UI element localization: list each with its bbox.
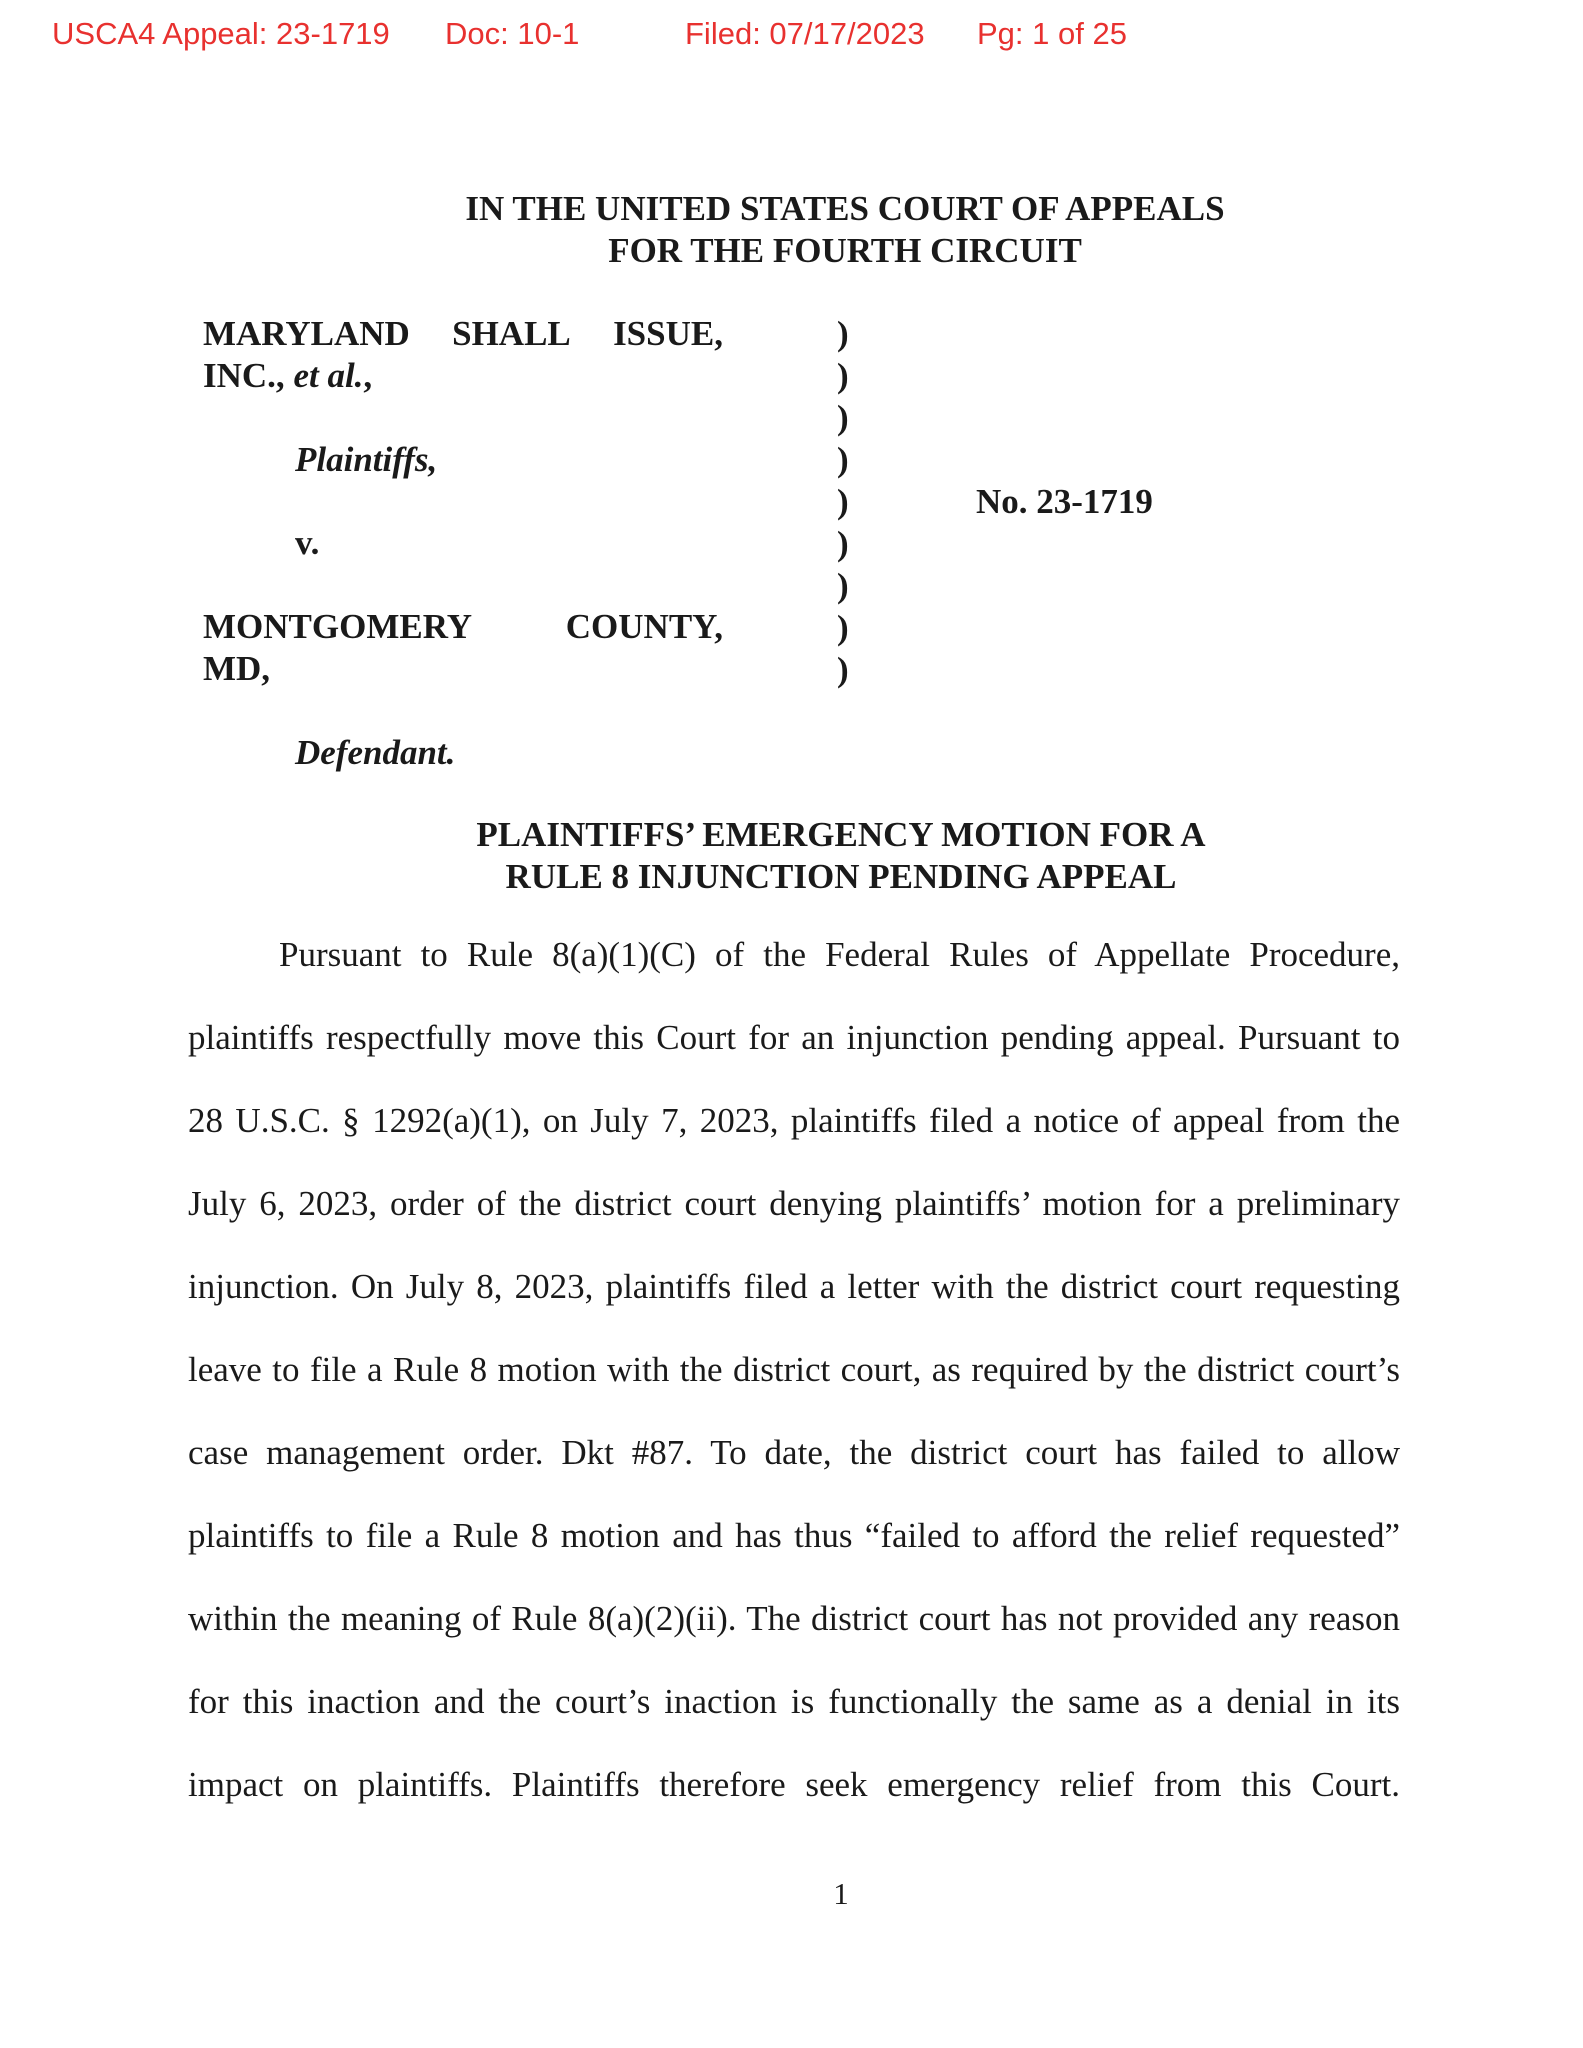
caption-divider-parenthesis: ) — [837, 314, 849, 353]
motion-title-line-2: RULE 8 INJUNCTION PENDING APPEAL — [505, 857, 1177, 896]
plaintiff-name-word: SHALL — [452, 314, 571, 353]
page-number: 1 — [833, 1876, 849, 1911]
filing-stamp-appeal-number: USCA4 Appeal: 23-1719 — [52, 16, 390, 51]
body-text-line: injunction. On July 8, 2023, plaintiffs filed a letter with the district court requesting — [188, 1267, 1400, 1306]
body-text-line: case management order. Dkt #87. To date, the district court has failed to allow — [188, 1433, 1400, 1472]
caption-divider-parenthesis: ) — [837, 650, 849, 689]
body-text-line: 28 U.S.C. § 1292(a)(1), on July 7, 2023, plaintiffs filed a notice of appeal from the — [188, 1101, 1400, 1140]
defendant-name-word: MONTGOMERY — [203, 607, 473, 646]
plaintiffs-role-label: Plaintiffs, — [295, 440, 438, 479]
plaintiff-corporate-suffix: INC., — [203, 356, 294, 395]
versus-label: v. — [295, 523, 320, 562]
defendant-role-label: Defendant. — [295, 733, 456, 772]
court-heading-line-2: FOR THE FOURTH CIRCUIT — [608, 231, 1082, 270]
filing-stamp-document-number: Doc: 10-1 — [445, 16, 580, 51]
body-text-line: for this inaction and the court’s inaction is functionally the same as a denial in its — [188, 1682, 1400, 1721]
filing-stamp-filed-date: Filed: 07/17/2023 — [685, 16, 925, 51]
plaintiff-name-line-2 — [203, 355, 372, 397]
body-text-line: leave to file a Rule 8 motion with the district court, as required by the district court’s — [188, 1350, 1400, 1389]
plaintiff-name-word: ISSUE, — [613, 314, 723, 353]
body-text-line: impact on plaintiffs. Plaintiffs therefore seek emergency relief from this Court. — [188, 1765, 1400, 1804]
caption-divider-parenthesis: ) — [837, 608, 849, 647]
caption-divider-parenthesis: ) — [837, 398, 849, 437]
filing-stamp-page-count: Pg: 1 of 25 — [977, 16, 1127, 51]
caption-divider-parenthesis: ) — [837, 482, 849, 521]
defendant-name-word: COUNTY, — [565, 607, 723, 646]
body-text-line: within the meaning of Rule 8(a)(2)(ii). The district court has not provided any reason — [188, 1599, 1400, 1638]
court-heading-line-1: IN THE UNITED STATES COURT OF APPEALS — [465, 189, 1225, 228]
body-text-line: plaintiffs to file a Rule 8 motion and has thus “failed to afford the relief requested” — [188, 1516, 1400, 1555]
plaintiff-comma: , — [363, 356, 373, 395]
caption-divider-parenthesis: ) — [837, 566, 849, 605]
plaintiff-name-line-1 — [203, 313, 723, 355]
defendant-name-line-2: MD, — [203, 649, 271, 688]
caption-divider-parenthesis: ) — [837, 440, 849, 479]
body-text-line: July 6, 2023, order of the district court denying plaintiffs’ motion for a preliminary — [188, 1184, 1400, 1223]
case-number: No. 23-1719 — [976, 482, 1153, 521]
plaintiff-et-al: et al. — [293, 356, 364, 395]
caption-divider-parenthesis: ) — [837, 524, 849, 563]
body-text-line: Pursuant to Rule 8(a)(1)(C) of the Federal Rules of Appellate Procedure, — [279, 935, 1400, 974]
plaintiff-name-word: MARYLAND — [203, 314, 410, 353]
body-text-line: plaintiffs respectfully move this Court for an injunction pending appeal. Pursuant to — [188, 1018, 1400, 1057]
caption-divider-parenthesis: ) — [837, 356, 849, 395]
defendant-name-line-1 — [203, 606, 723, 648]
motion-title-line-1: PLAINTIFFS’ EMERGENCY MOTION FOR A — [476, 815, 1206, 854]
